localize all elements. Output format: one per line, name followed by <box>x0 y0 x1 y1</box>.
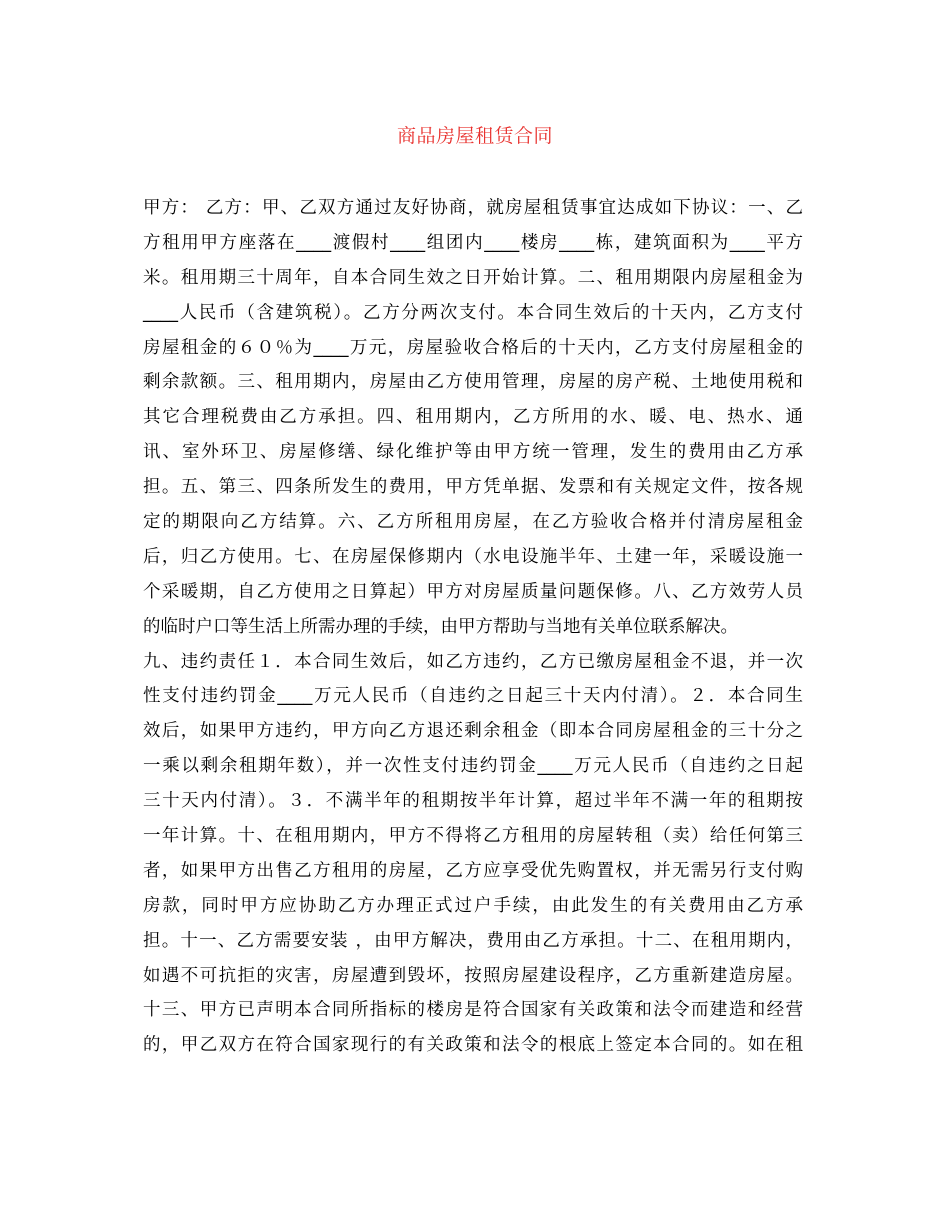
contract-body <box>143 191 803 1063</box>
body-line: 个采暖期，自乙方使用之日算起）甲方对房屋质量问题保修。八、乙方效劳人员 <box>143 581 803 602</box>
body-line: 讯、室外环卫、房屋修缮、绿化维护等由甲方统一管理，发生的费用由乙方承 <box>143 442 803 463</box>
body-line: 者，如果甲方出售乙方租用的房屋，乙方应享受优先购置权，并无需另行支付购 <box>143 860 803 881</box>
body-line: 效后，如果甲方违约，甲方向乙方退还剩余租金（即本合同房屋租金的三十分之 <box>143 721 803 742</box>
body-line: 一乘以剩余租期年数），并一次性支付违约罚金____万元人民币（自违约之日起 <box>143 756 803 777</box>
body-line: 定的期限向乙方结算。六、乙方所租用房屋，在乙方验收合格并付清房屋租金 <box>143 512 803 533</box>
body-line: ____人民币（含建筑税）。乙方分两次支付。本合同生效后的十天内，乙方支付 <box>143 302 803 323</box>
body-line: 剩余款额。三、租用期内，房屋由乙方使用管理，房屋的房产税、土地使用税和 <box>143 372 803 393</box>
body-line: 房屋租金的６０％为____万元，房屋验收合格后的十天内，乙方支付房屋租金的 <box>143 337 803 358</box>
body-line: 方租用甲方座落在____渡假村____组团内____楼房____栋，建筑面积为____平方 <box>143 232 803 253</box>
body-line: 其它合理税费由乙方承担。四、租用期内，乙方所用的水、暖、电、热水、通 <box>143 407 803 428</box>
body-line: 房款，同时甲方应协助乙方办理正式过户手续，由此发生的有关费用由乙方承 <box>143 895 803 916</box>
body-line: 的，甲乙双方在符合国家现行的有关政策和法令的根底上签定本合同的。如在租 <box>143 1035 803 1056</box>
document-title: 商品房屋租赁合同 <box>396 125 553 147</box>
body-line: 甲方： 乙方：甲、乙双方通过友好协商，就房屋租赁事宜达成如下协议：一、乙 <box>143 198 803 218</box>
body-line: 一年计算。十、在租用期内，甲方不得将乙方租用的房屋转租（卖）给任何第三 <box>143 826 803 847</box>
body-line: 的临时户口等生活上所需办理的手续，由甲方帮助与当地有关单位联系解决。 <box>143 616 738 637</box>
body-line: 担。五、第三、四条所发生的费用，甲方凭单据、发票和有关规定文件，按各规 <box>143 477 803 498</box>
body-line: 如遇不可抗拒的灾害，房屋遭到毁坏，按照房屋建设程序，乙方重新建造房屋。 <box>143 965 803 986</box>
body-line: 米。租用期三十周年，自本合同生效之日开始计算。二、租用期限内房屋租金为 <box>143 267 803 288</box>
body-line: 十三、甲方已声明本合同所指标的楼房是符合国家有关政策和法令而建造和经营 <box>143 1000 803 1021</box>
body-line: 三十天内付清）。３．不满半年的租期按半年计算，超过半年不满一年的租期按 <box>143 791 803 812</box>
body-line: 九、违约责任１．本合同生效后，如乙方违约，乙方已缴房屋租金不退，并一次 <box>143 651 803 672</box>
body-line: 后，归乙方使用。七、在房屋保修期内（水电设施半年、土建一年，采暖设施一 <box>143 546 803 567</box>
body-line: 担。十一、乙方需要安装 ，由甲方解决，费用由乙方承担。十二、在租用期内， <box>143 930 803 951</box>
body-line: 性支付违约罚金____万元人民币（自违约之日起三十天内付清）。２．本合同生 <box>143 686 803 707</box>
